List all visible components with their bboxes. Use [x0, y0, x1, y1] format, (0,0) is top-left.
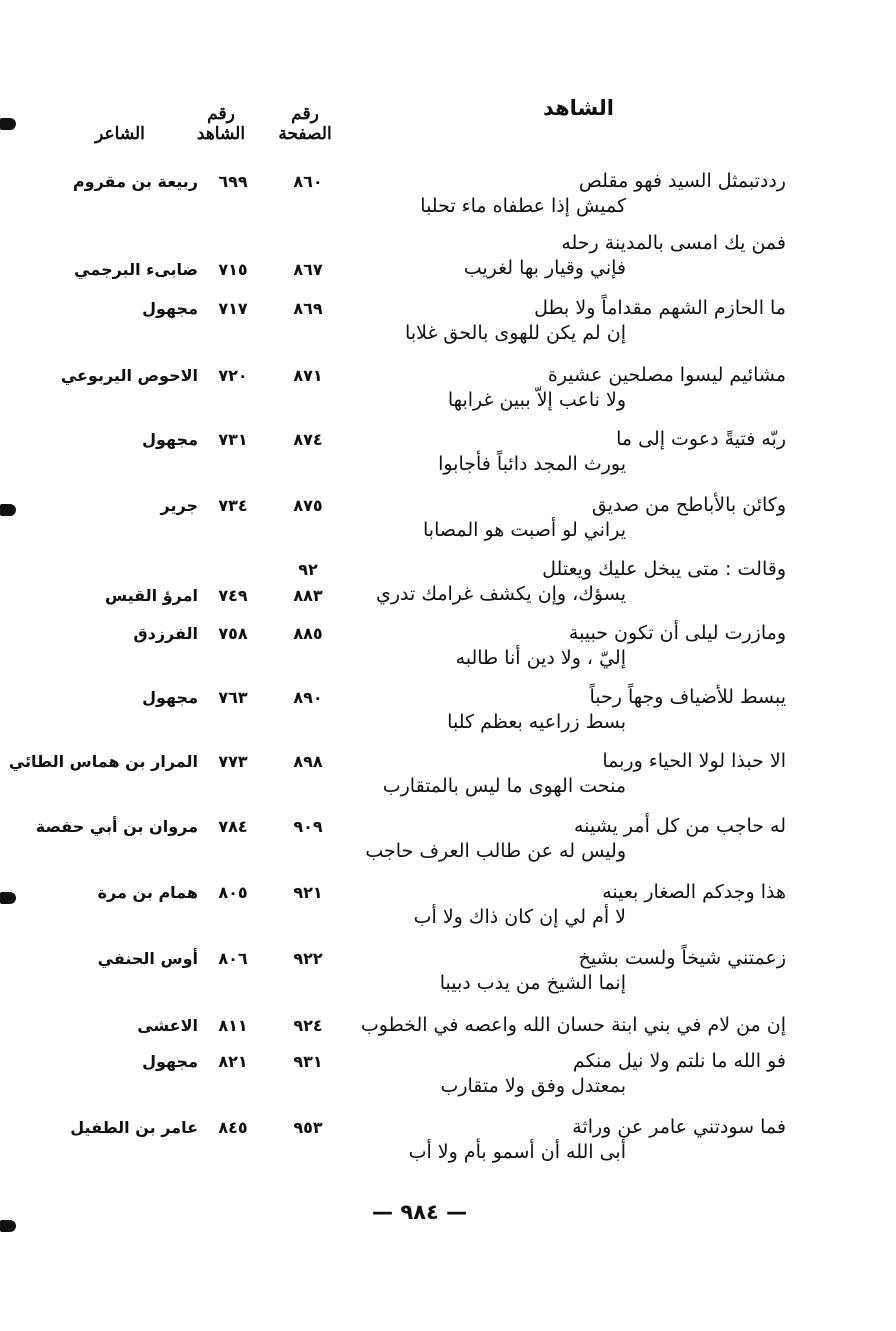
witness-number: ٦٩٩ — [218, 172, 248, 191]
verse-line-1: زعمتني شيخاً ولست بشيخ — [578, 947, 786, 969]
verse-line-1: الا حبذا لولا الحياء وربما — [602, 750, 786, 772]
column-header-witness-line2: الشاهد — [196, 124, 246, 144]
poet-name: أوس الحنفي — [97, 949, 198, 968]
verse-line-2: يسؤك، وإن يكشف غرامك تدري — [375, 583, 626, 605]
verse-entry — [0, 815, 896, 875]
witness-number: ٧٥٨ — [218, 624, 248, 643]
verse-line-2: أبى الله أن أسمو بأم ولا أب — [408, 1141, 626, 1163]
witness-number: ٨٠٦ — [218, 949, 248, 968]
poet-name: الفرزدق — [133, 624, 198, 643]
witness-number: ٧٣٤ — [218, 496, 248, 515]
column-header-page-line2: الصفحة — [278, 124, 332, 144]
verse-entry — [0, 750, 896, 810]
verse-entry — [0, 297, 896, 357]
poet-name: مروان بن أبي حفصة — [35, 817, 198, 836]
poet-name: همام بن مرة — [97, 883, 198, 902]
page-number: ٩٢١ — [293, 883, 323, 902]
verse-line-1: فو الله ما نلتم ولا نيل منكم — [572, 1050, 786, 1072]
page-number: ٨٧٥ — [293, 496, 323, 515]
verse-entry — [0, 881, 896, 941]
column-header-poet: الشاعر — [95, 124, 145, 144]
verse-line-1: فما سودتني عامر عن وراثة — [572, 1116, 786, 1138]
poet-name: ضابىء البرجمي — [74, 260, 198, 279]
page-number: ٨٦٩ — [293, 299, 323, 318]
witness-number: ٨١١ — [218, 1016, 248, 1035]
verse-line-1: إن من لام في بني ابنة حسان الله واعصه في الخطوب — [360, 1014, 786, 1036]
verse-line-1: يبسط للأضياف وجهاً رحباً — [589, 686, 786, 708]
column-header-page-line1: رقم — [291, 104, 319, 124]
witness-number: ٧٦٣ — [218, 688, 248, 707]
verse-line-2: فإني وقيار بها لغريب — [463, 257, 626, 279]
poet-name: الاحوص اليربوعي — [60, 366, 198, 385]
page-number: ٨٦٧ — [293, 260, 323, 279]
witness-number: ٨٢١ — [218, 1052, 248, 1071]
poet-name: مجهول — [142, 1052, 198, 1071]
verse-line-1: وكائن بالأباطح من صديق — [591, 494, 786, 516]
scan-edge-mark — [0, 118, 16, 130]
poet-name: المرار بن هماس الطائي — [8, 752, 198, 771]
verse-line-1: رددتبمثل السيد فهو مقلص — [578, 170, 786, 192]
verse-line-2: إليّ ، ولا دين أنا طالبه — [455, 647, 626, 669]
verse-entry — [0, 947, 896, 1007]
poet-name: جرير — [160, 496, 198, 515]
witness-number: ٧١٧ — [218, 299, 248, 318]
page-number: ٨٦٠ — [293, 172, 323, 191]
witness-number: ٧٢٠ — [218, 366, 248, 385]
verse-line-1: ومازرت ليلى أن تكون حبيبة — [568, 622, 786, 644]
page-number: ٩٥٣ — [293, 1118, 323, 1137]
verse-entry — [0, 1014, 896, 1044]
column-header-witness — [186, 104, 256, 144]
verse-line-1: له حاجب من كل أمر يشينه — [573, 815, 786, 837]
witness-number: ٨٠٥ — [218, 883, 248, 902]
page-number: ٨٩٠ — [293, 688, 323, 707]
verse-line-1: ربّه فتيةً دعوت إلى ما — [616, 428, 786, 450]
column-header-page — [270, 104, 340, 144]
page-number: ٨٧١ — [293, 366, 323, 385]
page-number: ٨٨٣ — [293, 586, 323, 605]
page-number: ٩٠٩ — [293, 817, 323, 836]
witness-number: ٧٨٤ — [218, 817, 248, 836]
page-number: ٨٧٤ — [293, 430, 323, 449]
page-number: ٨٩٨ — [293, 752, 323, 771]
verse-line-1: ما الحازم الشهم مقداماً ولا بطل — [534, 297, 786, 319]
witness-number: ٧٤٩ — [218, 586, 248, 605]
verse-line-2: وليس له عن طالب العرف حاجب — [365, 840, 626, 862]
verse-line-2: يورث المجد دائباً فأجابوا — [438, 453, 626, 475]
verse-entry — [0, 428, 896, 488]
verse-line-2: منحت الهوى ما ليس بالمتقارب — [382, 775, 626, 797]
page-reference: ٩٢ — [298, 560, 318, 579]
verse-line-2: لا أم لي إن كان ذاك ولا أب — [413, 906, 626, 928]
poet-name: امرؤ القيس — [104, 586, 198, 605]
verse-line-1: مشائيم ليسوا مصلحين عشيرة — [547, 364, 786, 386]
poet-name: مجهول — [142, 430, 198, 449]
verse-line-2: إن لم يكن للهوى بالحق غلابا — [405, 322, 626, 344]
verse-line-2: بمعتدل وفق ولا متقارب — [440, 1075, 626, 1097]
witness-number: ٧٣١ — [218, 430, 248, 449]
verse-entry — [0, 558, 896, 618]
poet-name: مجهول — [142, 299, 198, 318]
verse-entry — [0, 494, 896, 554]
column-header-witness-line1: رقم — [207, 104, 235, 124]
verse-line-1: وقالت : متى يبخل عليك ويعتلل — [542, 558, 786, 580]
verse-line-2: بسط زراعيه بعظم كلبا — [447, 711, 626, 733]
verse-line-2: يراني لو أصبت هو المصابا — [423, 519, 626, 541]
verse-line-1: فمن يك امسى بالمدينة رحله — [561, 232, 786, 254]
verse-entry — [0, 686, 896, 746]
page-number: ٩٢٤ — [293, 1016, 323, 1035]
page-number: ٩٣١ — [293, 1052, 323, 1071]
verse-entry — [0, 170, 896, 230]
verse-entry — [0, 232, 896, 292]
page-number: ٩٢٢ — [293, 949, 323, 968]
poet-name: مجهول — [142, 688, 198, 707]
poet-name: ربيعة بن مقروم — [72, 172, 198, 191]
verse-line-2: ولا ناعب إلاّ ببين غرابها — [447, 389, 626, 411]
poet-name: عامر بن الطفيل — [70, 1118, 198, 1137]
poet-name: الاعشى — [137, 1016, 198, 1035]
page-footer-number: — ٩٨٤ — — [372, 1200, 468, 1224]
witness-number: ٧١٥ — [218, 260, 248, 279]
verse-line-2: كميش إذا عطفاه ماء تحلبا — [420, 195, 626, 217]
verse-line-2: إنما الشيخ من يدب دبيبا — [439, 972, 626, 994]
verse-entry — [0, 1050, 896, 1110]
witness-number: ٧٧٣ — [218, 752, 248, 771]
verse-entry — [0, 364, 896, 424]
witness-number: ٨٤٥ — [218, 1118, 248, 1137]
page-number: ٨٨٥ — [293, 624, 323, 643]
scan-edge-mark — [0, 1220, 16, 1232]
verse-line-1: هذا وجدكم الصغار بعينه — [602, 881, 786, 903]
verse-entry — [0, 622, 896, 682]
column-header-verse: الشاهد — [542, 96, 614, 120]
verse-entry — [0, 1116, 896, 1176]
